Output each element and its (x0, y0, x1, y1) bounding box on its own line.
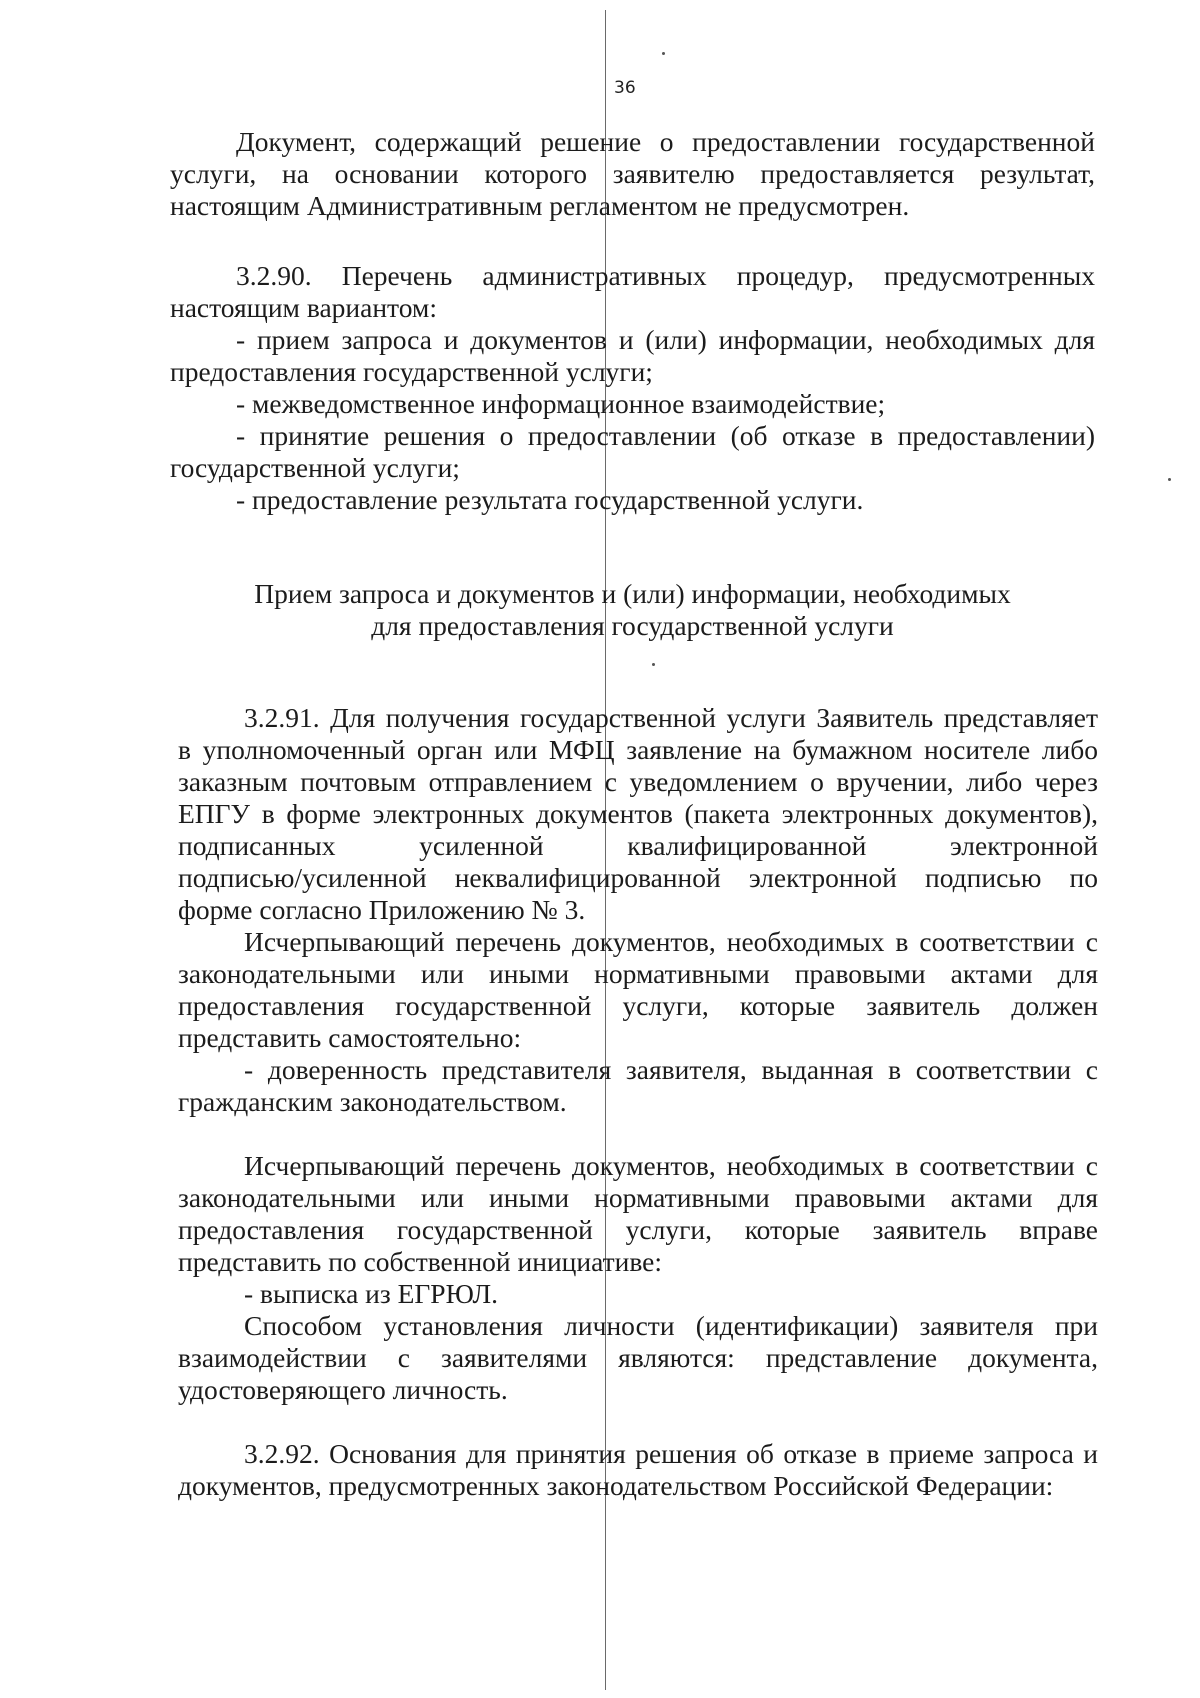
paragraph-3-2-92 (178, 1438, 1098, 1502)
text-line: государственной услуги; (170, 452, 460, 483)
text-line: ЕПГУ в форме электронных документов (пакета электронных документов), (178, 798, 1098, 829)
text-line: удостоверяющего личность. (178, 1374, 508, 1405)
scan-speck (662, 52, 665, 55)
text-line: предоставления государственной услуги; (170, 356, 653, 387)
paragraph-initiative-documents (178, 1150, 1098, 1406)
text-line: Исчерпывающий перечень документов, необходимых в соответствии с (244, 1150, 1098, 1181)
text-line: настоящим вариантом: (170, 292, 437, 323)
text-line: заказным почтовым отправлением с уведомлением о вручении, либо через (178, 766, 1098, 797)
scan-speck (652, 663, 655, 666)
text-line: 3.2.90. Перечень административных процедур, предусмотренных (236, 260, 1095, 291)
text-line: настоящим Административным регламентом не предусмотрен. (170, 190, 910, 221)
text-line: документов, предусмотренных законодательством Российской Федерации: (178, 1470, 1054, 1501)
text-line: 3.2.91. Для получения государственной услуги Заявитель представляет (244, 702, 1098, 733)
list-item: - принятие решения о предоставлении (об отказе в предоставлении) (236, 420, 1095, 451)
heading-line: Прием запроса и документов и (или) информации, необходимых (254, 578, 1011, 609)
list-item: - доверенность представителя заявителя, выданная в соответствии с (244, 1054, 1098, 1085)
paragraph-result-document (170, 126, 1095, 222)
text-line: форме согласно Приложению № 3. (178, 894, 586, 925)
text-line: законодательными или иными нормативными правовыми актами для (178, 958, 1098, 989)
text-line: услуги, на основании которого заявителю предоставляется результат, (170, 158, 1095, 189)
paragraph-3-2-90 (170, 260, 1095, 516)
text-line: подписью/усиленной неквалифицированной электронной подписью по (178, 862, 1098, 893)
section-heading (170, 578, 1095, 642)
list-item: - предоставление результата государственной услуги. (236, 484, 864, 515)
text-line: гражданским законодательством. (178, 1086, 567, 1117)
page-number: 36 (614, 78, 636, 98)
list-item: - межведомственное информационное взаимодействие; (236, 388, 886, 419)
text-line: взаимодействии с заявителями являются: представление документа, (178, 1342, 1098, 1373)
text-line: представить по собственной инициативе: (178, 1246, 663, 1277)
text-line: предоставления государственной услуги, которые заявитель вправе (178, 1214, 1098, 1245)
text-line: Документ, содержащий решение о предоставлении государственной (236, 126, 1095, 157)
text-line: Исчерпывающий перечень документов, необходимых в соответствии с (244, 926, 1098, 957)
text-line: законодательными или иными нормативными правовыми актами для (178, 1182, 1098, 1213)
paragraph-3-2-91 (178, 702, 1098, 1118)
text-line: 3.2.92. Основания для принятия решения об отказе в приеме запроса и (244, 1438, 1098, 1469)
scan-speck (1168, 478, 1171, 481)
text-line: представить самостоятельно: (178, 1022, 522, 1053)
text-line: в уполномоченный орган или МФЦ заявление на бумажном носителе либо (178, 734, 1098, 765)
text-line: подписанных усиленной квалифицированной электронной (178, 830, 1098, 861)
list-item: - прием запроса и документов и (или) информации, необходимых для (236, 324, 1095, 355)
text-line: Способом установления личности (идентификации) заявителя при (244, 1310, 1098, 1341)
text-line: предоставления государственной услуги, которые заявитель должен (178, 990, 1098, 1021)
list-item: - выписка из ЕГРЮЛ. (244, 1278, 499, 1309)
heading-line: для предоставления государственной услуги (371, 610, 894, 641)
